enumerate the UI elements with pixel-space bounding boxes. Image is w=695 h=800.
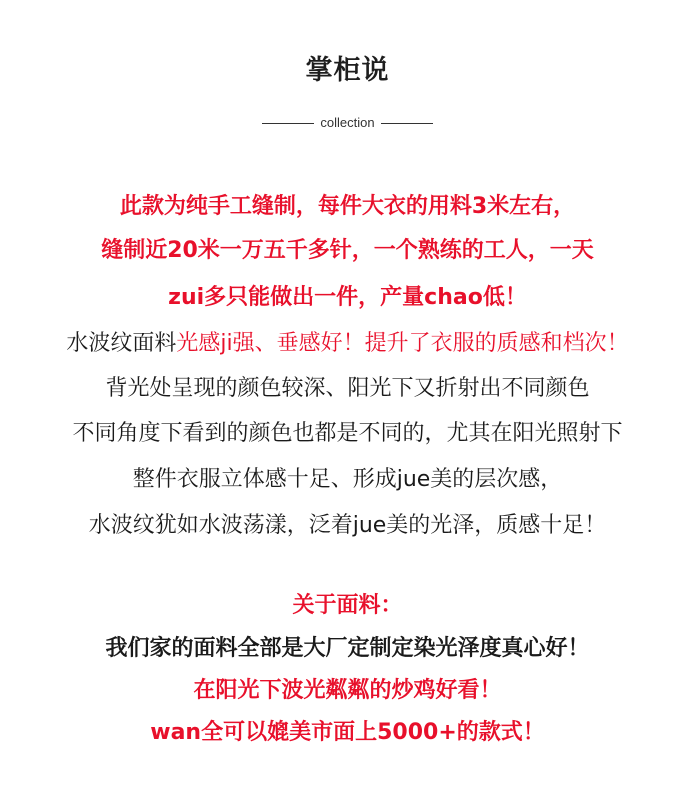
detail-line-3: 不同角度下看到的颜色也都是不同的，尤其在阳光照射下 — [72, 421, 623, 446]
detail-line-5: 水波纹犹如水波荡漾，泛着jue美的光泽，质感十足！ — [88, 513, 607, 538]
subtitle-row — [0, 114, 695, 132]
fabric-line-3: wan全可以媲美市面上5000+的款式！ — [150, 720, 545, 745]
detail-line-2: 背光处呈现的颜色较深、阳光下又折射出不同颜色 — [105, 376, 590, 401]
intro-line-3: zui多只能做出一件，产量chao低！ — [168, 285, 527, 310]
intro-line-1: 此款为纯手工缝制，每件大衣的用料3米左右， — [119, 194, 576, 219]
fabric-line-1: 我们家的面料全部是大厂定制定染光泽度真心好！ — [105, 636, 590, 661]
detail-line-4: 整件衣服立体感十足、形成jue美的层次感， — [132, 467, 563, 492]
detail-line-1-highlight: 光感ji强、垂感好！提升了衣服的质感和档次！ — [176, 331, 629, 356]
right-divider — [381, 123, 433, 124]
page-title: 掌柜说 — [305, 55, 390, 86]
fabric-line-2: 在阳光下波光粼粼的炒鸡好看！ — [193, 678, 502, 703]
intro-line-2: 缝制近20米一万五千多针，一个熟练的工人，一天 — [101, 238, 594, 263]
left-divider — [262, 123, 314, 124]
detail-line-1 — [0, 329, 695, 359]
fabric-heading: 关于面料： — [292, 593, 403, 618]
subtitle: collection — [320, 115, 375, 130]
detail-line-1-lead: 水波纹面料 — [66, 331, 177, 356]
